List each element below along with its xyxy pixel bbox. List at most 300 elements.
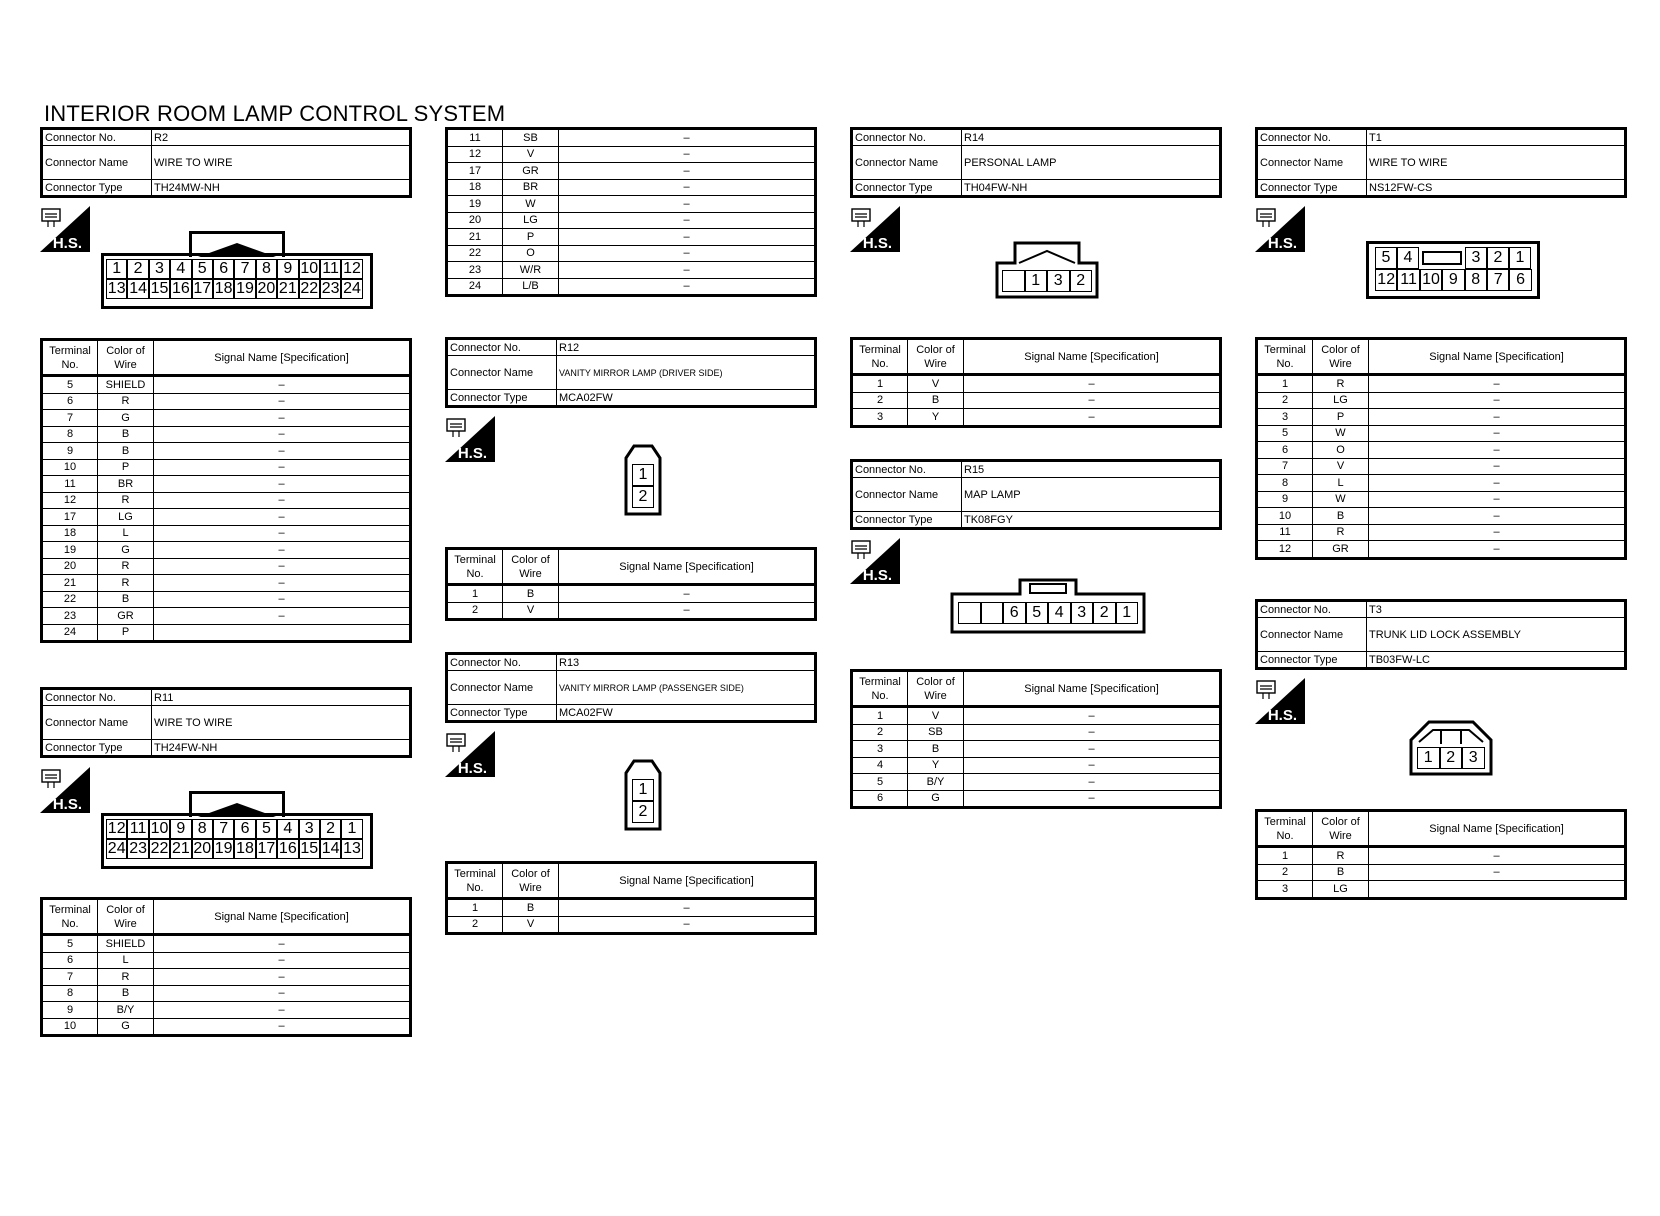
pin: 12 bbox=[1375, 269, 1397, 291]
svg-text:H.S.: H.S. bbox=[862, 567, 892, 584]
wire-color: LG bbox=[98, 509, 154, 526]
signal-name: – bbox=[1369, 491, 1626, 508]
header-color-of-wire: Color of Wire bbox=[908, 339, 964, 375]
pin: 3 bbox=[1071, 602, 1094, 624]
header-color-of-wire: Color of Wire bbox=[908, 671, 964, 707]
pin: 18 bbox=[236, 840, 254, 857]
svg-text:H.S.: H.S. bbox=[1267, 235, 1297, 252]
pin: 17 bbox=[193, 280, 212, 297]
header-terminal-no: Terminal No. bbox=[852, 339, 908, 375]
connector-face-T3 bbox=[1409, 720, 1493, 776]
table-row bbox=[852, 790, 1221, 808]
wire-color: O bbox=[503, 245, 559, 262]
terminal-no: 19 bbox=[42, 542, 98, 559]
wire-color: B bbox=[98, 443, 154, 460]
table-row bbox=[42, 476, 411, 493]
harness-side-icon bbox=[445, 416, 495, 462]
table-row bbox=[447, 916, 816, 934]
terminal-no: 22 bbox=[42, 591, 98, 608]
table-row bbox=[447, 602, 816, 620]
connector-face-T1 bbox=[1366, 241, 1540, 299]
terminal-no: 1 bbox=[852, 375, 908, 393]
table-row bbox=[42, 985, 411, 1002]
header-terminal-no: Terminal No. bbox=[1257, 811, 1313, 847]
signal-name: – bbox=[559, 916, 816, 934]
wire-color: B bbox=[503, 899, 559, 917]
label-connector-no: Connector No. bbox=[42, 129, 152, 146]
table-row bbox=[42, 608, 411, 625]
pin: 1 bbox=[632, 464, 654, 486]
pin: 17 bbox=[257, 840, 276, 857]
wire-color: R bbox=[98, 492, 154, 509]
signal-name: – bbox=[1369, 524, 1626, 541]
wire-color: L/B bbox=[503, 278, 559, 296]
terminal-no: 7 bbox=[42, 969, 98, 986]
terminal-no: 6 bbox=[42, 952, 98, 969]
signal-name: – bbox=[154, 509, 411, 526]
terminal-no: 24 bbox=[42, 624, 98, 642]
terminal-no: 18 bbox=[447, 179, 503, 196]
label-connector-name: Connector Name bbox=[42, 706, 152, 740]
table-row bbox=[1257, 442, 1626, 459]
connector-no-value: R2 bbox=[152, 129, 411, 146]
signal-name: – bbox=[964, 392, 1221, 409]
header-terminal-no: Terminal No. bbox=[852, 671, 908, 707]
pin: 14 bbox=[321, 840, 340, 857]
table-row bbox=[852, 707, 1221, 725]
wire-color: B bbox=[908, 741, 964, 758]
wire-color: SB bbox=[503, 129, 559, 147]
header-color-of-wire: Color of Wire bbox=[1313, 811, 1369, 847]
terminal-no: 6 bbox=[1257, 442, 1313, 459]
connector-name-value: PERSONAL LAMP bbox=[962, 146, 1221, 180]
terminal-no: 6 bbox=[42, 393, 98, 410]
signal-name: – bbox=[154, 969, 411, 986]
table-row bbox=[852, 392, 1221, 409]
signal-name: – bbox=[154, 393, 411, 410]
header-signal-name: Signal Name [Specification] bbox=[964, 339, 1221, 375]
terminal-no: 20 bbox=[42, 558, 98, 575]
connector-type-value: TB03FW-LC bbox=[1367, 652, 1626, 669]
connector-name-value: WIRE TO WIRE bbox=[1367, 146, 1626, 180]
wire-color: R bbox=[1313, 375, 1369, 393]
header-terminal-no: Terminal No. bbox=[42, 340, 98, 376]
terminal-table-R15 bbox=[850, 669, 1222, 809]
terminal-no: 12 bbox=[1257, 541, 1313, 559]
table-row bbox=[447, 179, 816, 196]
signal-name: – bbox=[559, 585, 816, 603]
table-row bbox=[447, 899, 816, 917]
pin: 5 bbox=[256, 819, 277, 839]
signal-name: – bbox=[964, 707, 1221, 725]
wire-color: P bbox=[1313, 409, 1369, 426]
pin: 2 bbox=[127, 259, 148, 279]
signal-name: – bbox=[154, 558, 411, 575]
terminal-no: 10 bbox=[42, 1018, 98, 1036]
wire-color: G bbox=[98, 1018, 154, 1036]
wire-color: B bbox=[1313, 508, 1369, 525]
wire-color: L bbox=[1313, 475, 1369, 492]
terminal-no: 5 bbox=[1257, 425, 1313, 442]
pin: 1 bbox=[341, 819, 362, 839]
svg-text:H.S.: H.S. bbox=[52, 235, 82, 252]
pin: 20 bbox=[257, 280, 276, 297]
wire-color: W/R bbox=[503, 262, 559, 279]
svg-text:H.S.: H.S. bbox=[52, 796, 82, 813]
signal-name: – bbox=[964, 790, 1221, 808]
table-row bbox=[1257, 475, 1626, 492]
terminal-no: 2 bbox=[852, 392, 908, 409]
pin: 12 bbox=[343, 260, 361, 277]
wire-color: B bbox=[503, 585, 559, 603]
terminal-table-T1 bbox=[1255, 337, 1627, 560]
signal-name: – bbox=[154, 476, 411, 493]
terminal-no: 11 bbox=[1257, 524, 1313, 541]
signal-name: – bbox=[154, 1002, 411, 1019]
pin: 4 bbox=[1397, 247, 1419, 269]
terminal-table-R11-b bbox=[445, 127, 817, 297]
terminal-no: 2 bbox=[852, 724, 908, 741]
pin: 2 bbox=[632, 486, 654, 508]
terminal-no: 23 bbox=[447, 262, 503, 279]
connector-info-R14 bbox=[850, 127, 1222, 198]
signal-name: – bbox=[1369, 475, 1626, 492]
pin: 22 bbox=[300, 280, 319, 297]
connector-type-value: TH04FW-NH bbox=[962, 180, 1221, 197]
pin: 24 bbox=[107, 840, 126, 857]
pin: 2 bbox=[1440, 747, 1463, 769]
header-terminal-no: Terminal No. bbox=[447, 863, 503, 899]
wire-color: SB bbox=[908, 724, 964, 741]
pin: 9 bbox=[170, 819, 191, 839]
pin: 2 bbox=[632, 801, 654, 823]
wire-color: O bbox=[1313, 442, 1369, 459]
wire-color: LG bbox=[1313, 392, 1369, 409]
harness-side-icon bbox=[850, 538, 900, 584]
terminal-no: 9 bbox=[42, 1002, 98, 1019]
label-connector-name: Connector Name bbox=[447, 356, 557, 390]
signal-name: – bbox=[154, 492, 411, 509]
pin: 2 bbox=[1487, 247, 1509, 269]
pin: 7 bbox=[213, 819, 234, 839]
pin: 14 bbox=[129, 280, 147, 297]
signal-name bbox=[1369, 881, 1626, 899]
signal-name: – bbox=[154, 591, 411, 608]
pin: 7 bbox=[234, 259, 255, 279]
signal-name: – bbox=[154, 575, 411, 592]
connector-face-R12 bbox=[624, 444, 662, 516]
pin: 1 bbox=[106, 259, 127, 279]
wire-color: G bbox=[908, 790, 964, 808]
signal-name: – bbox=[559, 146, 816, 163]
signal-name: – bbox=[559, 212, 816, 229]
label-connector-name: Connector Name bbox=[852, 146, 962, 180]
table-row bbox=[447, 212, 816, 229]
signal-name: – bbox=[964, 774, 1221, 791]
svg-text:H.S.: H.S. bbox=[862, 235, 892, 252]
terminal-no: 6 bbox=[852, 790, 908, 808]
pin: 1 bbox=[1417, 747, 1440, 769]
wire-color: GR bbox=[1313, 541, 1369, 559]
signal-name: – bbox=[559, 229, 816, 246]
wire-color: B bbox=[98, 591, 154, 608]
connector-face-R2 bbox=[101, 231, 373, 311]
terminal-no: 1 bbox=[447, 899, 503, 917]
signal-name: – bbox=[559, 278, 816, 296]
connector-face-R15 bbox=[950, 578, 1146, 634]
terminal-no: 8 bbox=[42, 426, 98, 443]
pin: 23 bbox=[321, 280, 340, 297]
pin: 19 bbox=[214, 840, 233, 857]
signal-name: – bbox=[154, 426, 411, 443]
page-title: INTERIOR ROOM LAMP CONTROL SYSTEM bbox=[44, 101, 506, 126]
wire-color: R bbox=[1313, 524, 1369, 541]
label-connector-name: Connector Name bbox=[1257, 618, 1367, 652]
signal-name: – bbox=[559, 179, 816, 196]
wire-color: L bbox=[98, 952, 154, 969]
label-connector-type: Connector Type bbox=[447, 390, 557, 407]
wire-color: P bbox=[98, 624, 154, 642]
wire-color: Y bbox=[908, 757, 964, 774]
connector-info-R2 bbox=[40, 127, 412, 198]
terminal-no: 11 bbox=[447, 129, 503, 147]
wire-color: V bbox=[503, 602, 559, 620]
terminal-no: 18 bbox=[42, 525, 98, 542]
terminal-no: 7 bbox=[1257, 458, 1313, 475]
table-row bbox=[447, 146, 816, 163]
terminal-no: 1 bbox=[852, 707, 908, 725]
pin: 10 bbox=[300, 260, 319, 277]
terminal-no: 17 bbox=[447, 163, 503, 180]
pin: 15 bbox=[150, 280, 169, 297]
connector-info-T3 bbox=[1255, 599, 1627, 670]
table-row bbox=[852, 774, 1221, 791]
signal-name: – bbox=[1369, 375, 1626, 393]
pin: 8 bbox=[1465, 269, 1487, 291]
terminal-no: 3 bbox=[852, 409, 908, 427]
connector-info-R11 bbox=[40, 687, 412, 758]
wire-color: GR bbox=[98, 608, 154, 625]
header-signal-name: Signal Name [Specification] bbox=[1369, 339, 1626, 375]
table-row bbox=[42, 624, 411, 642]
wire-color: V bbox=[908, 375, 964, 393]
signal-name: – bbox=[1369, 847, 1626, 865]
table-row bbox=[42, 575, 411, 592]
signal-name: – bbox=[154, 985, 411, 1002]
wire-color: L bbox=[98, 525, 154, 542]
header-terminal-no: Terminal No. bbox=[42, 899, 98, 935]
table-row bbox=[1257, 425, 1626, 442]
terminal-no: 19 bbox=[447, 196, 503, 213]
table-row bbox=[852, 409, 1221, 427]
table-row bbox=[447, 585, 816, 603]
pin: 6 bbox=[213, 259, 234, 279]
table-row bbox=[1257, 881, 1626, 899]
terminal-table-R12 bbox=[445, 547, 817, 621]
table-row bbox=[447, 245, 816, 262]
pin: 21 bbox=[171, 840, 190, 857]
pin: 4 bbox=[277, 819, 298, 839]
pin: 1 bbox=[1509, 247, 1531, 269]
pin: 6 bbox=[1509, 269, 1531, 291]
terminal-no: 20 bbox=[447, 212, 503, 229]
signal-name: – bbox=[964, 741, 1221, 758]
table-row bbox=[447, 278, 816, 296]
pin: 2 bbox=[1093, 602, 1116, 624]
wire-color: LG bbox=[503, 212, 559, 229]
wire-color: V bbox=[908, 707, 964, 725]
pin: 11 bbox=[127, 819, 148, 839]
connector-info-R12 bbox=[445, 337, 817, 408]
table-row bbox=[42, 591, 411, 608]
terminal-no: 5 bbox=[42, 935, 98, 953]
signal-name: – bbox=[154, 525, 411, 542]
signal-name: – bbox=[154, 1018, 411, 1036]
wire-color: BR bbox=[98, 476, 154, 493]
signal-name: – bbox=[559, 129, 816, 147]
pin: 4 bbox=[170, 259, 191, 279]
label-connector-no: Connector No. bbox=[1257, 601, 1367, 618]
terminal-no: 2 bbox=[1257, 864, 1313, 881]
signal-name: – bbox=[1369, 541, 1626, 559]
table-row bbox=[447, 229, 816, 246]
table-row bbox=[1257, 409, 1626, 426]
pin: 1 bbox=[1025, 270, 1048, 292]
pin: 24 bbox=[343, 280, 361, 297]
terminal-no: 21 bbox=[42, 575, 98, 592]
connector-info-T1 bbox=[1255, 127, 1627, 198]
pin: 11 bbox=[1397, 269, 1419, 291]
connector-type-value: TK08FGY bbox=[962, 512, 1221, 529]
wire-color: BR bbox=[503, 179, 559, 196]
table-row bbox=[42, 1018, 411, 1036]
terminal-no: 17 bbox=[42, 509, 98, 526]
connector-type-value: MCA02FW bbox=[557, 705, 816, 722]
signal-name: – bbox=[964, 724, 1221, 741]
connector-info-R15 bbox=[850, 459, 1222, 530]
label-connector-name: Connector Name bbox=[1257, 146, 1367, 180]
table-row bbox=[42, 492, 411, 509]
terminal-table-T3 bbox=[1255, 809, 1627, 900]
signal-name: – bbox=[154, 410, 411, 427]
label-connector-name: Connector Name bbox=[42, 146, 152, 180]
pin: 1 bbox=[1116, 602, 1139, 624]
pin: 6 bbox=[1003, 602, 1026, 624]
signal-name: – bbox=[559, 602, 816, 620]
connector-type-value: MCA02FW bbox=[557, 390, 816, 407]
terminal-table-R2 bbox=[40, 338, 412, 643]
connector-info-R13 bbox=[445, 652, 817, 723]
signal-name: – bbox=[559, 899, 816, 917]
terminal-no: 10 bbox=[1257, 508, 1313, 525]
signal-name: – bbox=[964, 375, 1221, 393]
pin: 8 bbox=[192, 819, 213, 839]
header-color-of-wire: Color of Wire bbox=[98, 340, 154, 376]
terminal-no: 12 bbox=[42, 492, 98, 509]
table-row bbox=[42, 410, 411, 427]
signal-name: – bbox=[559, 262, 816, 279]
connector-no-value: T1 bbox=[1367, 129, 1626, 146]
pin: 20 bbox=[193, 840, 212, 857]
terminal-no: 3 bbox=[1257, 409, 1313, 426]
table-row bbox=[852, 375, 1221, 393]
polarization-key bbox=[1419, 247, 1465, 269]
wire-color: B bbox=[98, 985, 154, 1002]
wire-color: G bbox=[98, 410, 154, 427]
header-signal-name: Signal Name [Specification] bbox=[154, 340, 411, 376]
signal-name: – bbox=[1369, 864, 1626, 881]
signal-name: – bbox=[559, 196, 816, 213]
table-row bbox=[42, 558, 411, 575]
pin: 18 bbox=[214, 280, 233, 297]
label-connector-type: Connector Type bbox=[852, 512, 962, 529]
wire-color: GR bbox=[503, 163, 559, 180]
signal-name: – bbox=[964, 757, 1221, 774]
pin: 1 bbox=[632, 779, 654, 801]
label-connector-no: Connector No. bbox=[447, 339, 557, 356]
svg-text:H.S.: H.S. bbox=[457, 445, 487, 462]
table-row bbox=[447, 196, 816, 213]
table-row bbox=[1257, 541, 1626, 559]
pin: 3 bbox=[1462, 747, 1485, 769]
table-row bbox=[42, 426, 411, 443]
terminal-no: 21 bbox=[447, 229, 503, 246]
signal-name: – bbox=[964, 409, 1221, 427]
pin bbox=[981, 602, 1004, 624]
wire-color: V bbox=[1313, 458, 1369, 475]
connector-face-R13 bbox=[624, 759, 662, 831]
table-row bbox=[1257, 524, 1626, 541]
table-row bbox=[1257, 864, 1626, 881]
connector-name-value: WIRE TO WIRE bbox=[152, 706, 411, 740]
pin: 7 bbox=[1487, 269, 1509, 291]
connector-face-R14 bbox=[995, 241, 1099, 299]
table-row bbox=[42, 1002, 411, 1019]
label-connector-type: Connector Type bbox=[42, 180, 152, 197]
terminal-no: 7 bbox=[42, 410, 98, 427]
table-row bbox=[1257, 375, 1626, 393]
pin: 5 bbox=[1026, 602, 1049, 624]
table-row bbox=[1257, 458, 1626, 475]
pin: 13 bbox=[107, 280, 126, 297]
wire-color: V bbox=[503, 146, 559, 163]
pin: 16 bbox=[278, 840, 297, 857]
pin: 22 bbox=[150, 840, 169, 857]
header-signal-name: Signal Name [Specification] bbox=[1369, 811, 1626, 847]
connector-no-value: R11 bbox=[152, 689, 411, 706]
wire-color: G bbox=[98, 542, 154, 559]
pin: 12 bbox=[107, 820, 126, 837]
pin: 5 bbox=[192, 259, 213, 279]
header-terminal-no: Terminal No. bbox=[1257, 339, 1313, 375]
label-connector-name: Connector Name bbox=[447, 671, 557, 705]
header-terminal-no: Terminal No. bbox=[447, 549, 503, 585]
terminal-no: 23 bbox=[42, 608, 98, 625]
table-row bbox=[42, 969, 411, 986]
wire-color: V bbox=[503, 916, 559, 934]
pin: 10 bbox=[1420, 269, 1442, 291]
pin: 11 bbox=[320, 259, 341, 279]
connector-no-value: R14 bbox=[962, 129, 1221, 146]
terminal-no: 9 bbox=[42, 443, 98, 460]
terminal-no: 9 bbox=[1257, 491, 1313, 508]
terminal-no: 1 bbox=[1257, 847, 1313, 865]
signal-name: – bbox=[154, 443, 411, 460]
table-row bbox=[1257, 491, 1626, 508]
pin: 16 bbox=[171, 280, 190, 297]
harness-side-icon bbox=[40, 767, 90, 813]
connector-type-value: TH24FW-NH bbox=[152, 740, 411, 757]
